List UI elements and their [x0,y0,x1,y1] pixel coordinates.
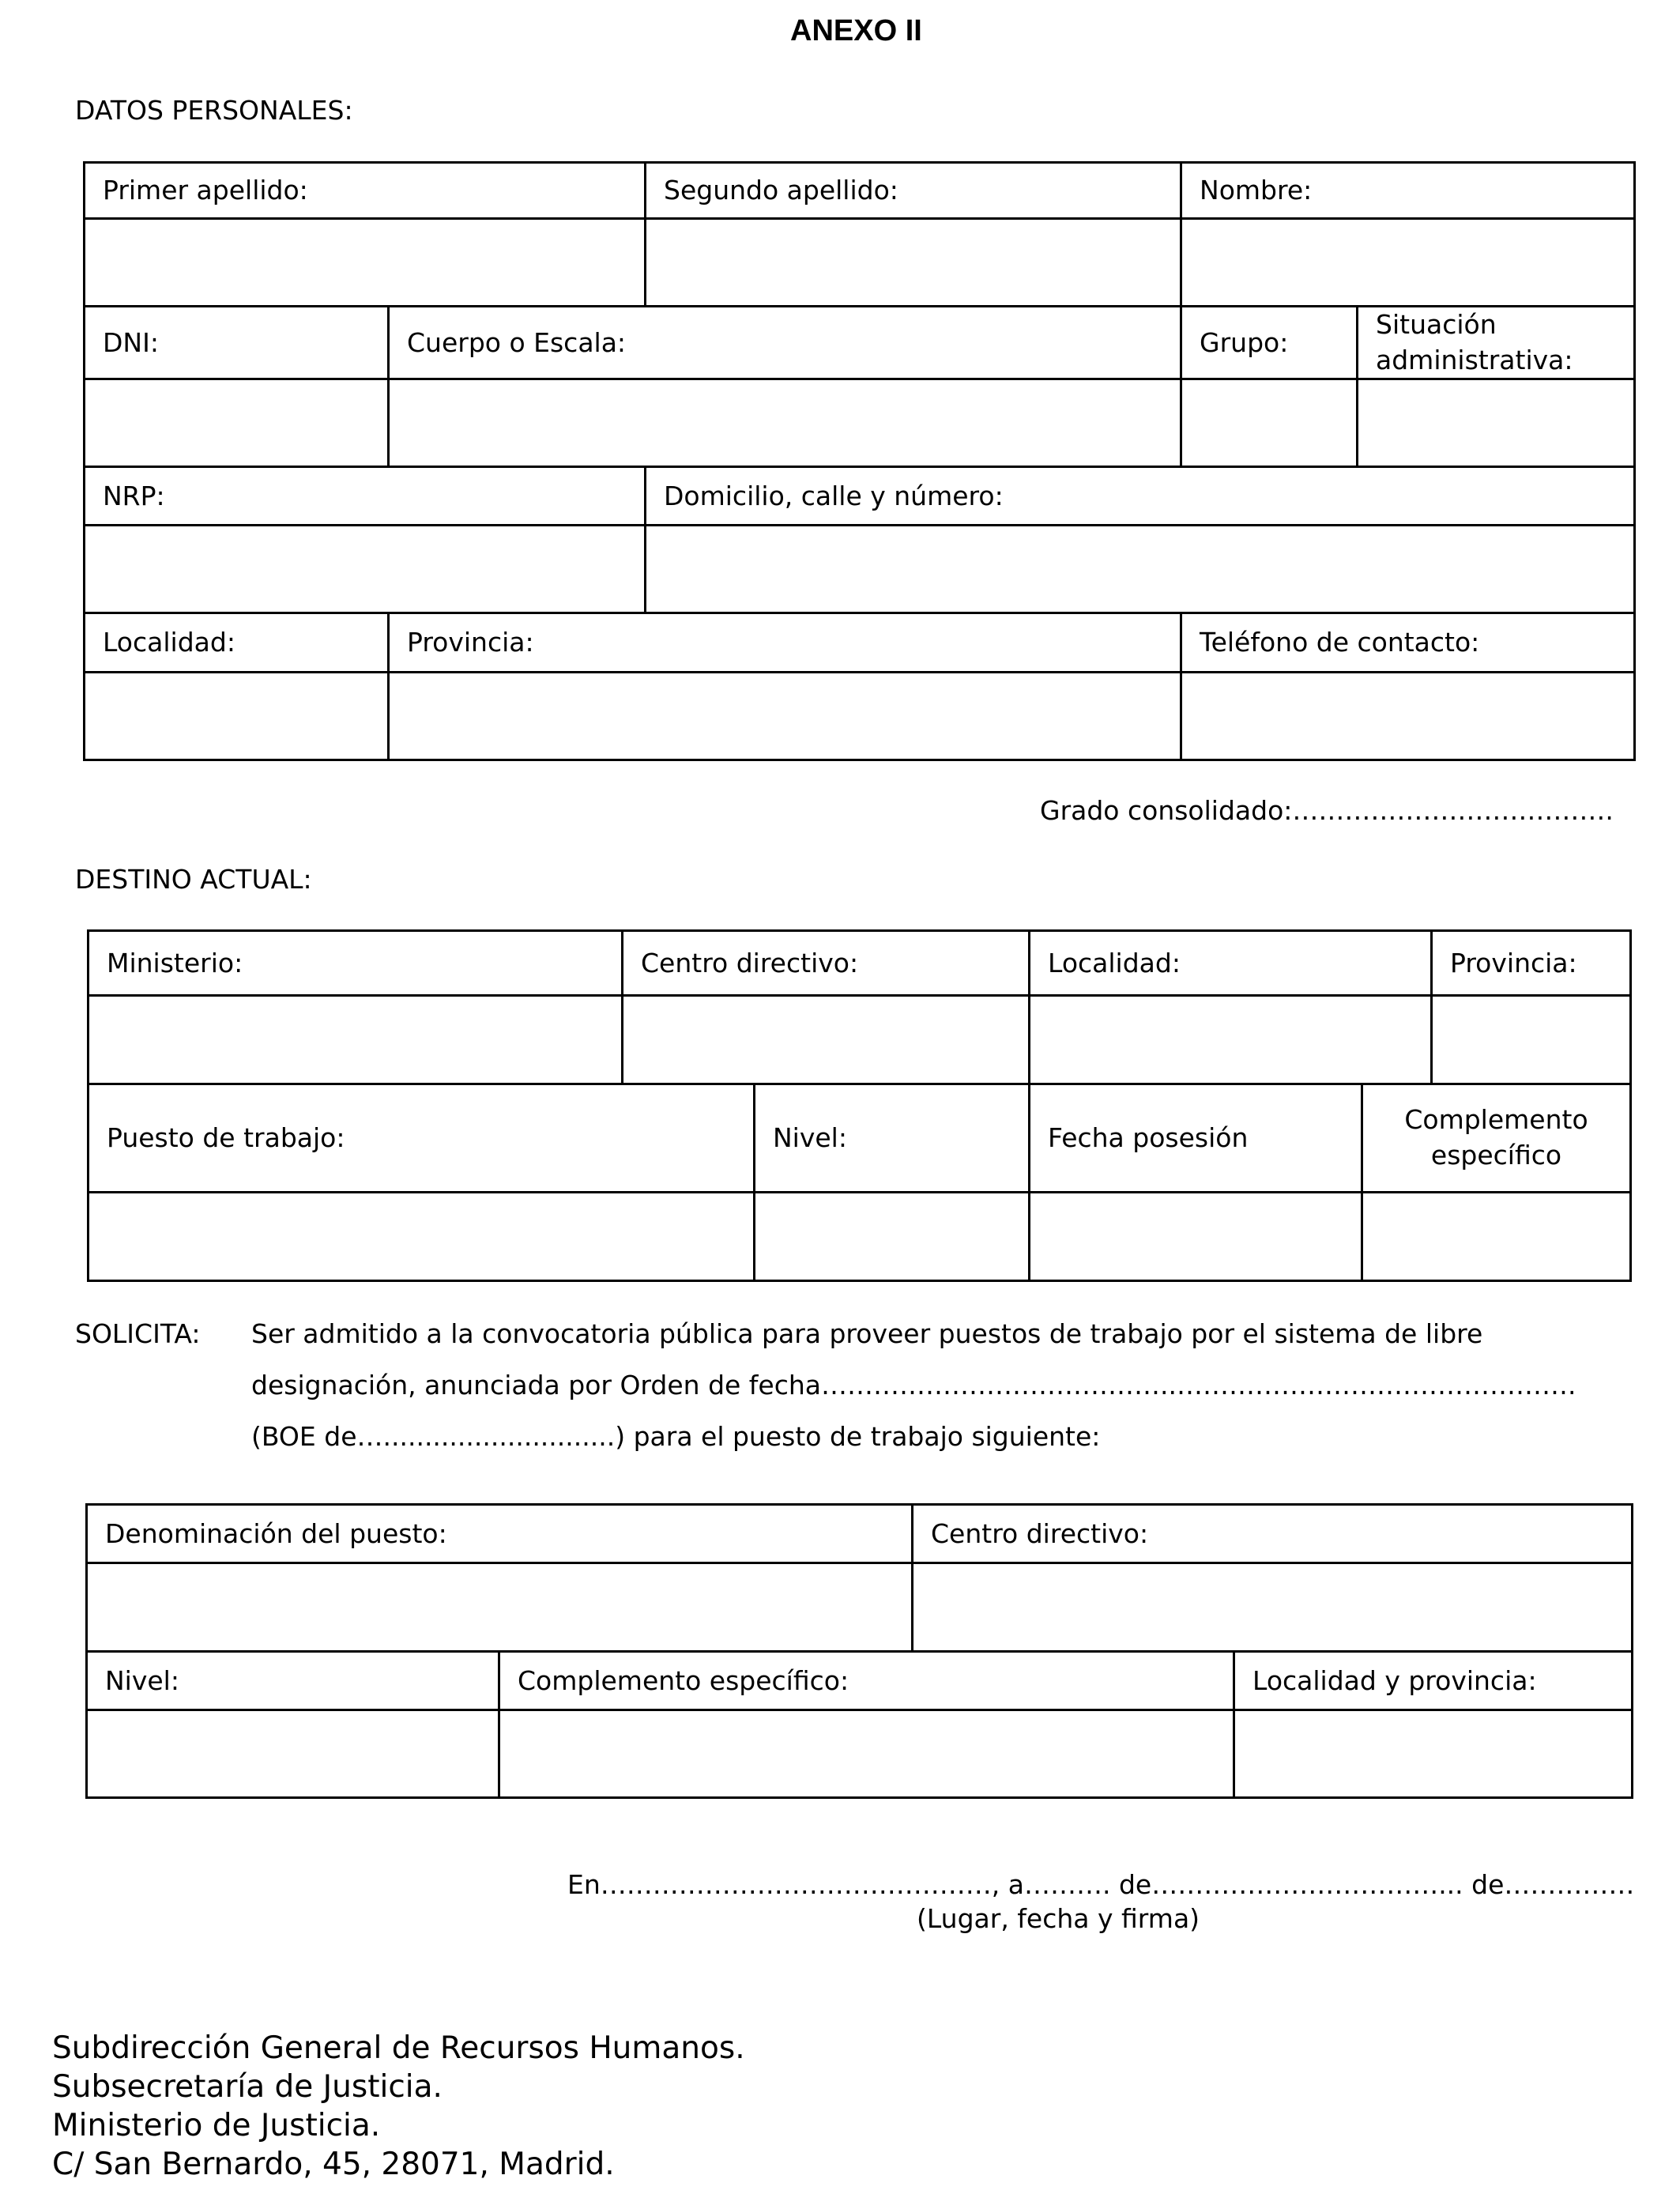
section-heading-destino-actual: DESTINO ACTUAL: [75,864,312,895]
label-centro-directivo: Centro directivo: [623,931,1030,996]
label-provincia: Provincia: [389,613,1181,673]
footer-address [52,2029,745,2184]
field-nivel-solicitado[interactable] [87,1710,499,1798]
label-puesto-trabajo: Puesto de trabajo: [89,1084,755,1193]
field-telefono[interactable] [1181,673,1635,760]
field-puesto-trabajo[interactable] [89,1193,755,1281]
field-fecha-posesion[interactable] [1030,1193,1362,1281]
label-primer-apellido: Primer apellido: [85,163,646,219]
label-ministerio: Ministerio: [89,931,623,996]
label-cuerpo-escala: Cuerpo o Escala: [389,307,1181,379]
grado-consolidado-line: Grado consolidado:………………………………. [1040,795,1614,826]
label-localidad-destino: Localidad: [1030,931,1432,996]
field-nrp[interactable] [85,526,646,613]
label-complemento-especifico [1362,1084,1631,1193]
label-centro-directivo-solicitado: Centro directivo: [913,1505,1633,1563]
field-segundo-apellido[interactable] [646,219,1181,307]
solicita-line-1: Ser admitido a la convocatoria pública para proveer puestos de trabajo por el sistema de libre [251,1318,1483,1349]
field-ministerio[interactable] [89,996,623,1084]
label-grupo: Grupo: [1181,307,1358,379]
label-situacion-line1: Situación [1376,309,1497,340]
firma-line: En………………………………………, a………. de……………………………... de…………… [567,1869,1635,1900]
footer-line-4: C/ San Bernardo, 45, 28071, Madrid. [52,2147,615,2182]
label-fecha-posesion: Fecha posesión [1030,1084,1362,1193]
label-situacion-administrativa [1358,307,1635,379]
page-title: ANEXO II [790,14,922,47]
field-nivel[interactable] [755,1193,1030,1281]
label-domicilio: Domicilio, calle y número: [646,467,1635,526]
field-dni[interactable] [85,379,389,467]
field-cuerpo-escala[interactable] [389,379,1181,467]
label-nivel: Nivel: [755,1084,1030,1193]
solicita-label: SOLICITA: [75,1318,201,1349]
label-complemento-line2: específico [1430,1140,1562,1171]
field-localidad-provincia[interactable] [1234,1710,1633,1798]
label-complemento-solicitado: Complemento específico: [499,1652,1234,1710]
field-situacion-administrativa[interactable] [1358,379,1635,467]
label-situacion-line2: administrativa: [1376,344,1573,375]
field-grupo[interactable] [1181,379,1358,467]
footer-line-2: Subsecretaría de Justicia. [52,2069,443,2105]
solicita-line-3: (BOE de…............................) para el puesto de trabajo siguiente: [251,1421,1101,1452]
footer-line-3: Ministerio de Justicia. [52,2108,381,2143]
firma-caption: (Lugar, fecha y firma) [917,1903,1200,1934]
field-complemento-solicitado[interactable] [499,1710,1234,1798]
field-provincia[interactable] [389,673,1181,760]
field-provincia-destino[interactable] [1432,996,1631,1084]
label-dni: DNI: [85,307,389,379]
field-centro-directivo[interactable] [623,996,1030,1084]
field-domicilio[interactable] [646,526,1635,613]
field-centro-directivo-solicitado[interactable] [913,1563,1633,1652]
field-denominacion-puesto[interactable] [87,1563,913,1652]
label-nivel-solicitado: Nivel: [87,1652,499,1710]
section-heading-datos-personales: DATOS PERSONALES: [75,95,353,126]
label-localidad: Localidad: [85,613,389,673]
field-primer-apellido[interactable] [85,219,646,307]
datos-personales-table [83,161,1636,761]
field-localidad[interactable] [85,673,389,760]
label-localidad-provincia: Localidad y provincia: [1234,1652,1633,1710]
label-denominacion-puesto: Denominación del puesto: [87,1505,913,1563]
footer-line-1: Subdirección General de Recursos Humanos. [52,2030,745,2066]
label-nombre: Nombre: [1181,163,1635,219]
label-complemento-line1: Complemento [1404,1104,1588,1136]
field-localidad-destino[interactable] [1030,996,1432,1084]
destino-actual-table [87,929,1632,1282]
puesto-solicitado-table [85,1503,1633,1799]
label-telefono: Teléfono de contacto: [1181,613,1635,673]
label-nrp: NRP: [85,467,646,526]
label-provincia-destino: Provincia: [1432,931,1631,996]
field-nombre[interactable] [1181,219,1635,307]
solicita-line-2: designación, anunciada por Orden de fecha…………………………………..………………………………………. [251,1370,1576,1400]
field-complemento-especifico[interactable] [1362,1193,1631,1281]
label-segundo-apellido: Segundo apellido: [646,163,1181,219]
